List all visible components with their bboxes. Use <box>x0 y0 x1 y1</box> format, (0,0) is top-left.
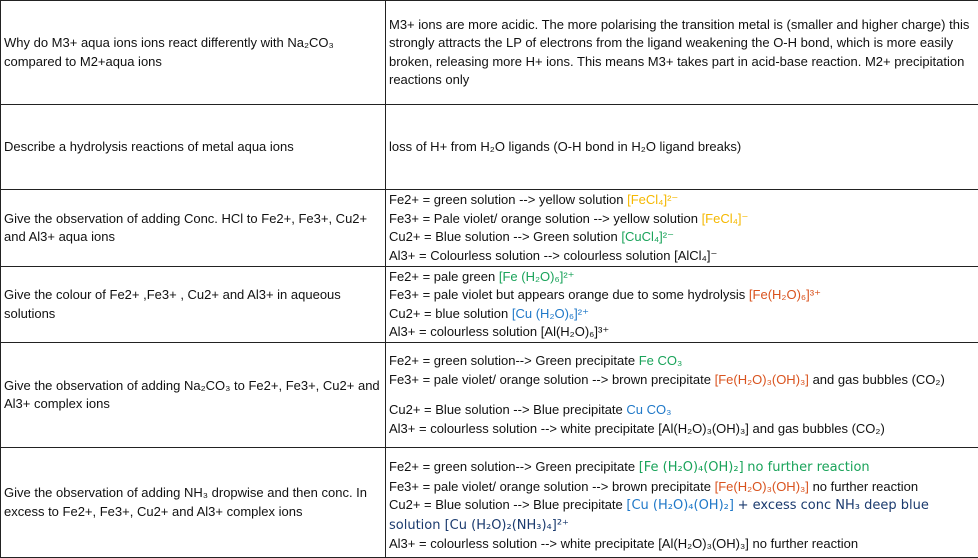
question-cell <box>1 267 386 343</box>
answer-line: Fe2+ = green solution--> Green precipitate Fe CO₃ <box>389 352 976 371</box>
answer-line: Cu2+ = blue solution [Cu (H₂O)₆]²⁺ <box>389 305 976 324</box>
question-cell <box>1 190 386 267</box>
table-row <box>1 105 978 190</box>
answer-line: Fe3+ = pale violet/ orange solution --> brown precipitate [Fe(H₂O)₃(OH)₃] no further reaction <box>389 478 976 497</box>
answer-line: Al3+ = colourless solution --> white precipitate [Al(H₂O)₃(OH)₃] no further reaction <box>389 535 976 554</box>
answer-text: M3+ ions are more acidic. The more polarising the transition metal is (smaller and higher charge) this strongly attracts the LP of electrons from the ligand weakening the O-H bond, which is more easily broken, releasing more H+ ions. This means M3+ takes part in acid-base reaction. M2+ precipitation reactions only <box>389 17 969 88</box>
complex-formula: [Fe(H₂O)₃(OH)₃] <box>715 372 809 387</box>
question-text: Give the observation of adding Conc. HCl to Fe2+, Fe3+, Cu2+ and Al3+ aqua ions <box>4 211 367 245</box>
answer-line: Fe2+ = green solution --> yellow solution [FeCl₄]²⁻ <box>389 191 976 210</box>
complex-formula: Fe CO₃ <box>639 353 683 368</box>
answer-line: Al3+ = colourless solution --> white precipitate [Al(H₂O)₃(OH)₃] and gas bubbles (CO₂) <box>389 420 976 439</box>
complex-formula: [Cu (H₂O)₄(OH)₂] <box>626 498 734 513</box>
complex-formula: [Fe(H₂O)₆]³⁺ <box>749 287 821 302</box>
question-cell <box>1 105 386 190</box>
question-cell <box>1 1 386 105</box>
answer-line: Fe3+ = Pale violet/ orange solution --> yellow solution [FeCl₄]⁻ <box>389 210 976 229</box>
complex-formula: [Fe(H₂O)₃(OH)₃] <box>715 479 809 494</box>
answer-cell <box>386 105 978 190</box>
answer-line: Al3+ = colourless solution [Al(H₂O)₆]³⁺ <box>389 323 976 342</box>
answer-cell <box>386 448 978 558</box>
complex-formula: [CuCl₄]²⁻ <box>621 229 674 244</box>
answer-cell <box>386 343 978 448</box>
complex-formula: [Fe (H₂O)₆]²⁺ <box>499 269 575 284</box>
complex-formula: [AlCl₄]⁻ <box>674 248 717 263</box>
question-text: Describe a hydrolysis reactions of metal aqua ions <box>4 139 294 154</box>
answer-cell <box>386 190 978 267</box>
question-text: Give the observation of adding NH₃ dropwise and then conc. In excess to Fe2+, Fe3+, Cu2+ and Al3+ complex ions <box>4 485 367 519</box>
answer-text: loss of H+ from H₂O ligands (O-H bond in H₂O ligand breaks) <box>389 139 741 154</box>
complex-formula: [Al(H₂O)₆]³⁺ <box>541 324 609 339</box>
answer-line: Fe2+ = pale green [Fe (H₂O)₆]²⁺ <box>389 268 976 287</box>
question-cell <box>1 448 386 558</box>
answer-line: Fe2+ = green solution--> Green precipitate [Fe (H₂O)₄(OH)₂] no further reaction <box>389 458 976 478</box>
answer-line: Al3+ = Colourless solution --> colourless solution [AlCl₄]⁻ <box>389 247 976 266</box>
table-row <box>1 267 978 343</box>
answer-cell <box>386 267 978 343</box>
question-text: Give the observation of adding Na₂CO₃ to Fe2+, Fe3+, Cu2+ and Al3+ complex ions <box>4 378 380 412</box>
answer-line: Cu2+ = Blue solution --> Blue precipitate Cu CO₃ <box>389 401 976 420</box>
question-cell <box>1 343 386 448</box>
answer-line: Fe3+ = pale violet/ orange solution --> brown precipitate [Fe(H₂O)₃(OH)₃] and gas bubbles (CO₂) <box>389 371 976 390</box>
complex-formula: [Al(H₂O)₃(OH)₃] <box>658 421 749 436</box>
question-text: Why do M3+ aqua ions ions react differently with Na₂CO₃ compared to M2+aqua ions <box>4 35 334 69</box>
complex-formula: [Fe (H₂O)₄(OH)₂] <box>639 460 744 475</box>
table-row <box>1 1 978 105</box>
answer-line: Fe3+ = pale violet but appears orange due to some hydrolysis [Fe(H₂O)₆]³⁺ <box>389 286 976 305</box>
table-row <box>1 190 978 267</box>
question-text: Give the colour of Fe2+ ,Fe3+ , Cu2+ and Al3+ in aqueous solutions <box>4 287 341 321</box>
table-row <box>1 448 978 558</box>
answer-cell <box>386 1 978 105</box>
answer-line: Cu2+ = Blue solution --> Green solution [CuCl₄]²⁻ <box>389 228 976 247</box>
complex-formula: [Al(H₂O)₃(OH)₃] <box>658 536 749 551</box>
complex-formula: [Cu (H₂O)₆]²⁺ <box>512 306 589 321</box>
table-row <box>1 343 978 448</box>
complex-formula: [FeCl₄]²⁻ <box>627 192 678 207</box>
complex-formula: [FeCl₄]⁻ <box>702 211 749 226</box>
complex-formula: Cu CO₃ <box>626 402 671 417</box>
answer-line: Cu2+ = Blue solution --> Blue precipitate [Cu (H₂O)₄(OH)₂] + excess conc NH₃ deep blue solution [Cu (H₂O)₂(NH₃)₄]²⁺ <box>389 496 976 535</box>
